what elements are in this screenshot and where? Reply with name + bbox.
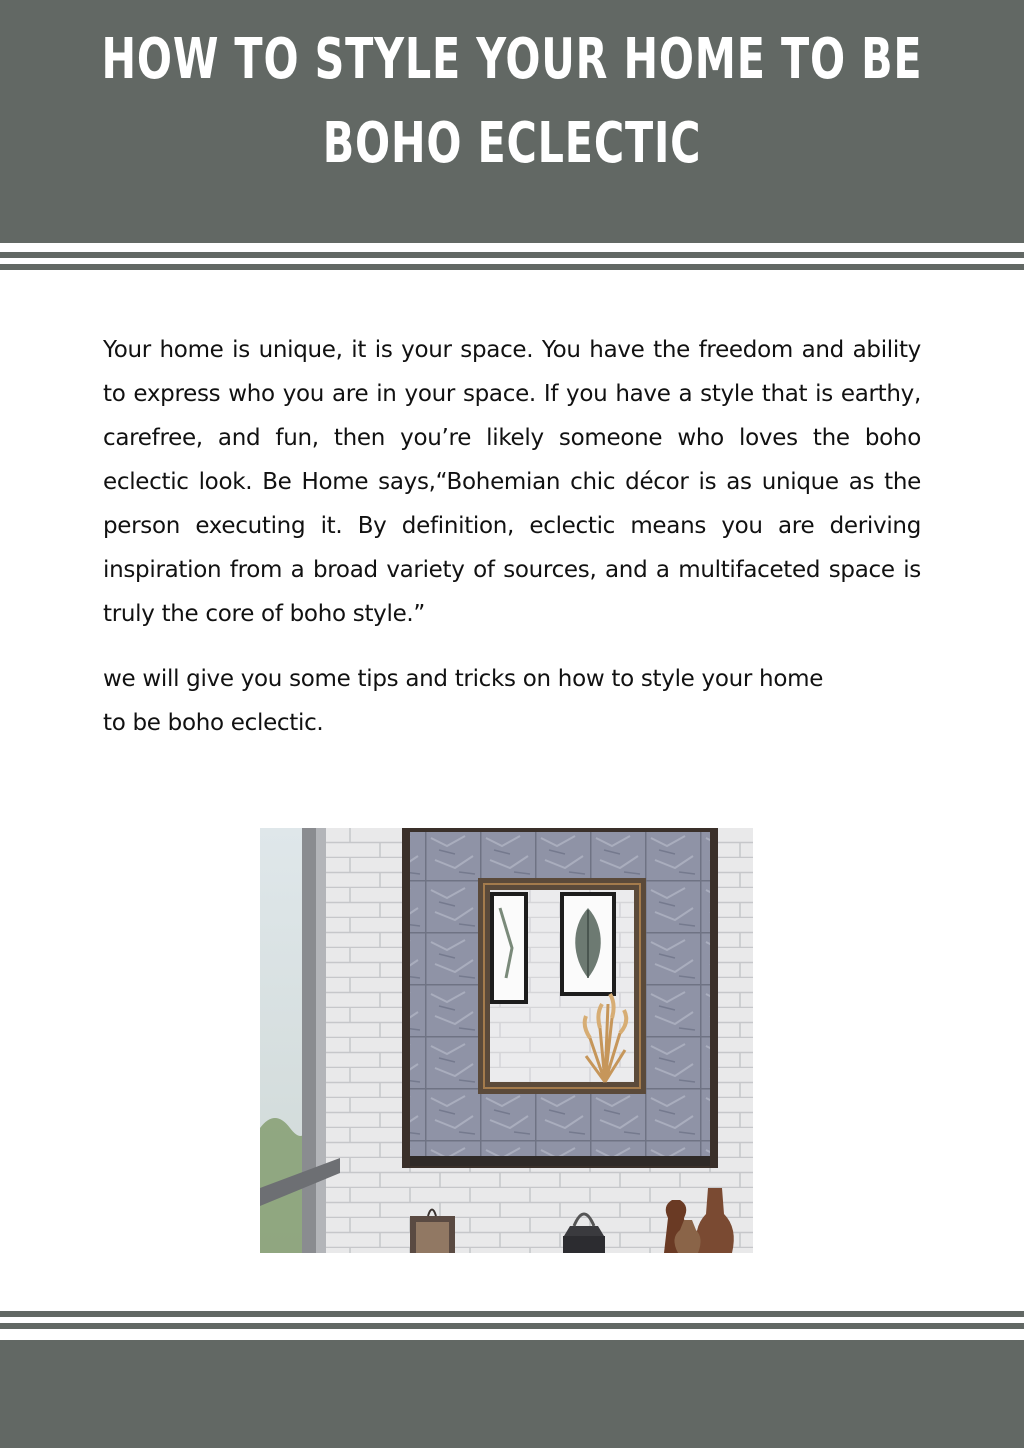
footer-divider-top — [0, 1311, 1024, 1317]
header-divider-top — [0, 252, 1024, 258]
footer-band — [0, 1340, 1024, 1448]
boho-mirror-photo — [260, 828, 753, 1253]
tips-paragraph: we will give you some tips and tricks on how to style your home to be boho eclectic. — [103, 666, 824, 736]
page-title — [92, 18, 932, 186]
intro-paragraph: Your home is unique, it is your space. You have the freedom and ability to express who you are in your space. If you have a style that is earthy, carefree, and fun, then you’re likely someone who loves the boho eclectic look. Be Home says,“Bohemian chic décor is as unique as the person executing it. By definition, eclectic means you are deriving inspiration from a broad variety of sources, and a multifaceted space is truly the core of boho style.” — [103, 337, 921, 627]
footer-divider-bottom — [0, 1323, 1024, 1329]
title-line-1: HOW TO STYLE YOUR HOME TO BE — [101, 27, 923, 92]
article-body — [103, 328, 921, 745]
header-band — [0, 0, 1024, 243]
header-divider-bottom — [0, 264, 1024, 270]
title-line-2: BOHO ECLECTIC — [322, 111, 702, 176]
